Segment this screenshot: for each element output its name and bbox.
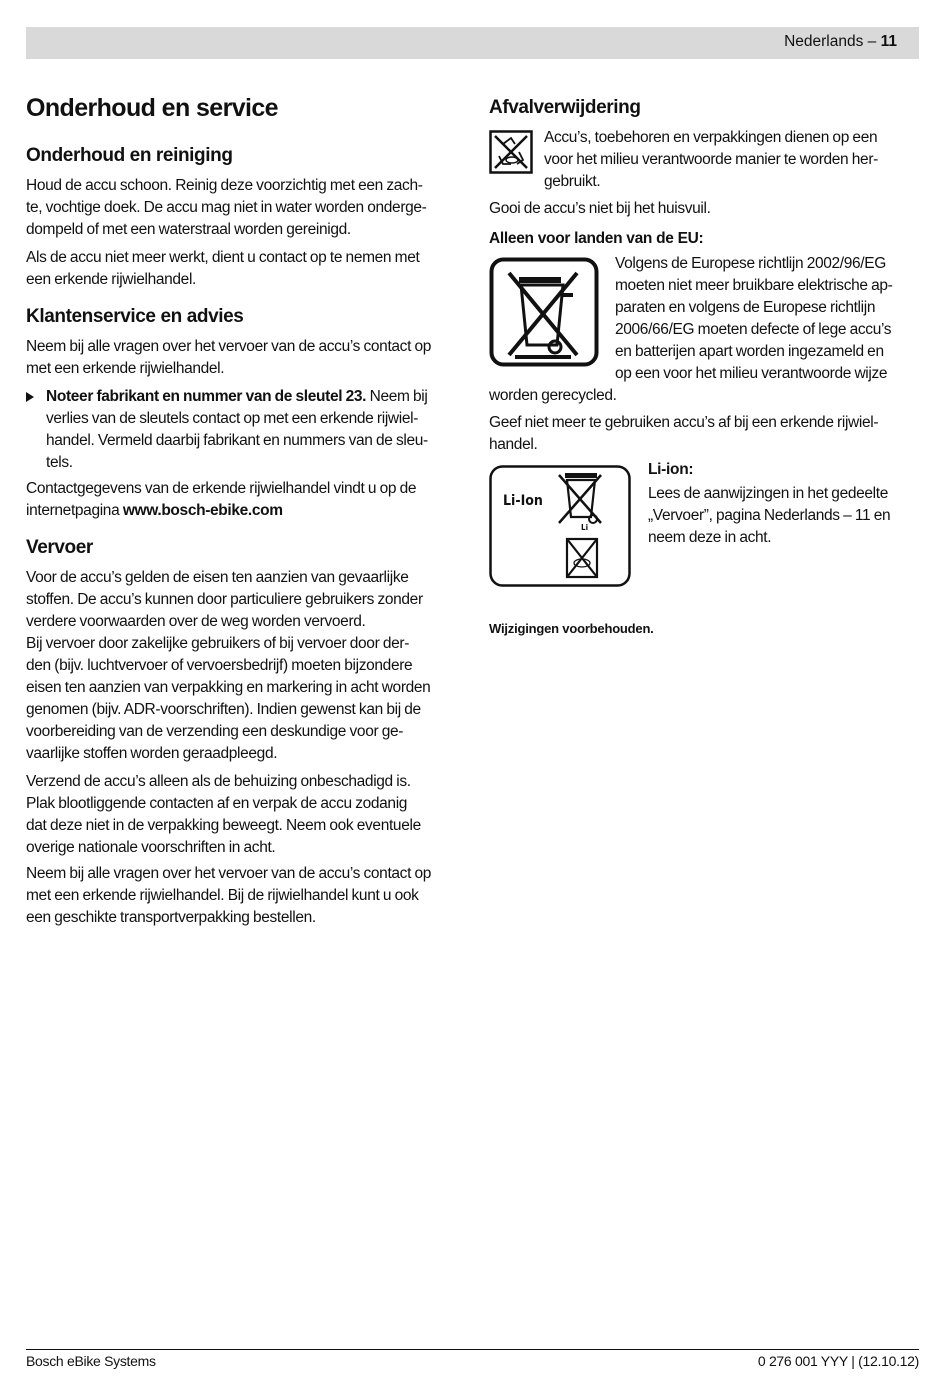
text-line: Neem bij alle vragen over het vervoer van de accu’s contact op <box>26 338 432 355</box>
text-line: genomen (bijv. ADR-voorschriften). Indien gewenst kan bij de <box>26 701 421 718</box>
text-line: voorbereiding van de verzending een deskundige voor ge- <box>26 723 404 740</box>
transport-paragraph-2 <box>26 771 466 859</box>
page-number: 11 <box>880 33 897 50</box>
eu-paragraph <box>615 253 925 385</box>
text-line: neem deze in acht. <box>648 529 772 546</box>
text-line: den (bijv. luchtvervoer of vervoersbedrijf) moeten bijzondere <box>26 657 413 674</box>
text-line: Als de accu niet meer werkt, dient u contact op te nemen met <box>26 249 420 266</box>
text-line: eisen ten aanzien van verpakking en markering in acht worden <box>26 679 431 696</box>
text-fragment: internetpagina <box>26 502 123 519</box>
text-line: een geschikte transportverpakking bestellen. <box>26 909 316 926</box>
disposal-heading: Afvalverwijdering <box>489 97 641 118</box>
text-line: tels. <box>46 454 73 471</box>
bullet-key-note <box>26 386 466 474</box>
maintenance-paragraph-2 <box>26 247 466 291</box>
footer-document-code: 0 276 001 YYY | (12.10.12) <box>757 1353 919 1369</box>
text-line: Gooi de accu’s niet bij het huisvuil. <box>489 200 711 217</box>
text-line: moeten niet meer bruikbare elektrische ap- <box>615 277 893 294</box>
section-title: Onderhoud en service <box>26 94 278 122</box>
customer-service-paragraph <box>26 336 466 380</box>
text-line: een erkende rijwielhandel. <box>26 271 196 288</box>
text-line: Verzend de accu’s alleen als de behuizing onbeschadigd is. <box>26 773 411 790</box>
text-line: Accu’s, toebehoren en verpakkingen dienen op een <box>544 129 878 146</box>
eu-paragraph-end <box>489 385 919 407</box>
transport-paragraph-3 <box>26 863 466 929</box>
text-line: handel. Vermeld daarbij fabrikant en nummers van de sleu- <box>46 432 428 449</box>
text-line: en batterijen apart worden ingezameld en <box>615 343 884 360</box>
header-language: Nederlands <box>784 33 864 50</box>
transport-paragraph-1 <box>26 567 466 765</box>
text-line: overige nationale voorschriften in acht. <box>26 839 276 856</box>
text-line: met een erkende rijwielhandel. Bij de rijwielhandel kunt u ook <box>26 887 419 904</box>
website-link[interactable]: www.bosch-ebike.com <box>122 502 283 519</box>
bullet-arrow-icon <box>26 392 34 402</box>
text-line: „Vervoer”, pagina Nederlands – 11 en <box>648 507 891 524</box>
footer-company: Bosch eBike Systems <box>26 1353 156 1369</box>
bullet-bold-text: Noteer fabrikant en nummer van de sleutel 23. <box>46 388 367 405</box>
text-line: verdere voorwaarden over de weg worden vervoerd. <box>26 613 366 630</box>
footer-divider <box>26 1349 919 1350</box>
bullet-text: Neem bij <box>366 388 428 405</box>
recycle-paragraph <box>544 127 924 193</box>
text-line: vaarlijke stoffen worden geraadpleegd. <box>26 745 278 762</box>
crossed-wheelie-bin-icon <box>489 257 599 367</box>
text-line: dat deze niet in de verpakking beweegt. Neem ook eventuele <box>26 817 421 834</box>
text-line: met een erkende rijwielhandel. <box>26 360 225 377</box>
text-line: op een voor het milieu verantwoorde wijze <box>615 365 888 382</box>
customer-service-heading: Klantenservice en advies <box>26 306 244 327</box>
contact-paragraph <box>26 478 466 522</box>
text-line: dompeld of met een waterstraal worden gereinigd. <box>26 221 351 238</box>
text-line: handel. <box>489 436 538 453</box>
maintenance-paragraph-1 <box>26 175 466 241</box>
liion-paragraph <box>648 483 928 549</box>
text-line: Lees de aanwijzingen in het gedeelte <box>648 485 888 502</box>
text-line: te, vochtige doek. De accu mag niet in water worden onderge- <box>26 199 427 216</box>
li-ion-battery-disposal-icon <box>489 465 631 587</box>
eu-heading: Alleen voor landen van de EU: <box>489 230 704 247</box>
text-line: voor het milieu verantwoorde manier te worden her- <box>544 151 878 168</box>
text-line: Houd de accu schoon. Reinig deze voorzichtig met een zach- <box>26 177 423 194</box>
text-line: paraten en volgens de Europese richtlijn <box>615 299 876 316</box>
text-line: verlies van de sleutels contact op met een erkende rijwiel- <box>46 410 419 427</box>
household-paragraph <box>489 198 919 220</box>
transport-heading: Vervoer <box>26 537 93 558</box>
page-header <box>26 27 919 59</box>
liion-icon-small-label: Li <box>581 523 589 532</box>
liion-icon-label: Li-Ion <box>503 493 543 509</box>
changes-notice: Wijzigingen voorbehouden. <box>489 621 654 636</box>
liion-heading: Li-ion: <box>648 461 694 478</box>
text-line: 2006/66/EG moeten defecte of lege accu’s <box>615 321 892 338</box>
header-text <box>784 33 897 51</box>
text-line: Voor de accu’s gelden de eisen ten aanzien van gevaarlijke <box>26 569 409 586</box>
text-line: gebruikt. <box>544 173 601 190</box>
hand-in-paragraph <box>489 412 919 456</box>
text-line: stoffen. De accu’s kunnen door particuliere gebruikers zonder <box>26 591 423 608</box>
maintenance-heading: Onderhoud en reiniging <box>26 145 233 166</box>
text-line: Neem bij alle vragen over het vervoer van de accu’s contact op <box>26 865 432 882</box>
recycle-bin-crossed-icon <box>489 130 533 174</box>
text-line: Volgens de Europese richtlijn 2002/96/EG <box>615 255 886 272</box>
text-line: Plak blootliggende contacten af en verpak de accu zodanig <box>26 795 408 812</box>
text-line: worden gerecycled. <box>489 387 617 404</box>
text-line: Bij vervoer door zakelijke gebruikers of bij vervoer door der- <box>26 635 410 652</box>
text-line: Contactgegevens van de erkende rijwielhandel vindt u op de <box>26 480 417 497</box>
header-separator: – <box>863 33 881 50</box>
text-line: Geef niet meer te gebruiken accu’s af bij een erkende rijwiel- <box>489 414 879 431</box>
